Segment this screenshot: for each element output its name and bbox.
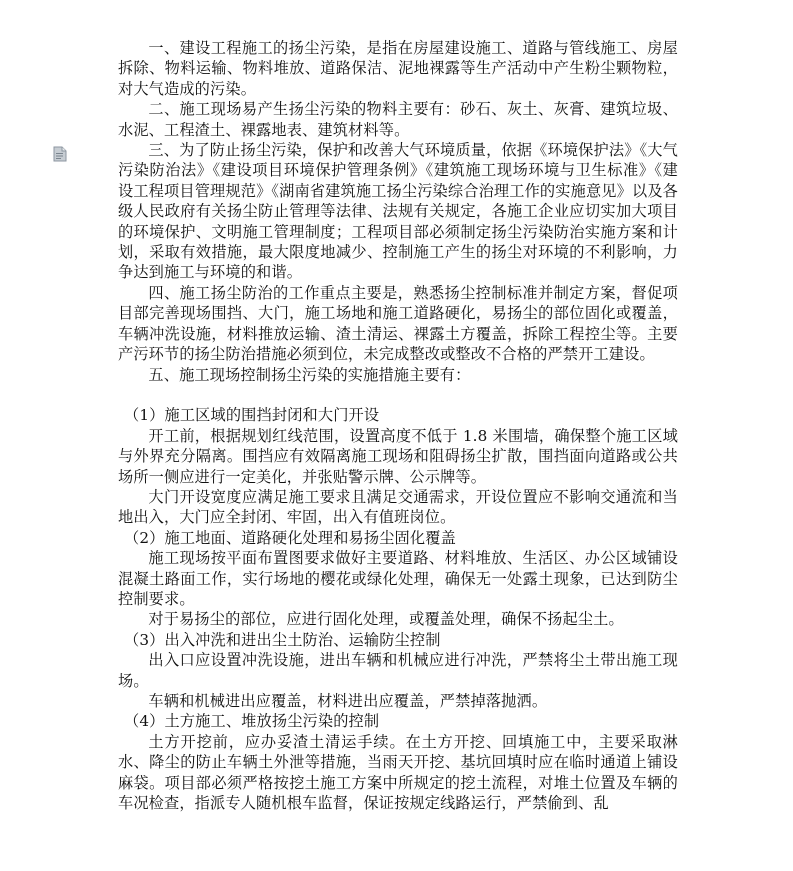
paragraph-9: 对于易扬尘的部位，应进行固化处理，或覆盖处理，确保不扬起尘土。 — [148, 610, 624, 629]
paragraph-8: 施工现场按平面布置图要求做好主要道路、材料堆放、生活区、办公区域铺设混凝土路面工作，实行场地的樱花或绿化处理，确保无一处露土现象，已达到防尘控制要求。 — [118, 549, 678, 608]
document-icon[interactable] — [53, 146, 67, 162]
paragraph-1: 一、建设工程施工的扬尘污染，是指在房屋建设施工、道路与管线施工、房屋拆除、物料运输、物料堆放、道路保洁、泥地裸露等生产活动中产生粉尘颗物粒，对大气造成的污染。 — [118, 39, 678, 98]
blank-line — [118, 385, 678, 405]
paragraph-6: 开工前，根据规划红线范围，设置高度不低于 1.8 米围墙，确保整个施工区域与外界充分隔离。围挡应有效隔离施工现场和阻碍扬尘扩散，围挡面向道路或公共场所一侧应进行一定美化，并张贴警示牌、公示牌等。 — [118, 426, 678, 486]
paragraph-5: 五、施工现场控制扬尘污染的实施措施主要有： — [148, 365, 471, 384]
section-heading-2: （2）施工地面、道路硬化处理和易扬尘固化覆盖 — [124, 528, 456, 547]
paragraph-12: 土方开挖前，应办妥渣土清运手续。在土方开挖、回填施工中，主要采取淋水、降尘的防止车辆土外泄等措施，当雨天开挖、基坑回填时应在临时通道上铺设麻袋。项目部必须严格按挖土施工方案中所规定的挖土流程，对堆土位置及车辆的车况检查，指派专人随机根车监督，保证按规定线路运行，严禁偷到、乱 — [118, 732, 678, 813]
paragraph-10: 出入口应设置冲洗设施，进出车辆和机械应进行冲洗，严禁将尘土带出施工现场。 — [118, 651, 678, 690]
section-heading-1: （1）施工区域的围挡封闭和大门开设 — [124, 406, 380, 425]
paragraph-11: 车辆和机械进出应覆盖，材料进出应覆盖，严禁掉落抛洒。 — [148, 691, 548, 710]
section-heading-4: （4）土方施工、堆放扬尘污染的控制 — [124, 712, 380, 731]
paragraph-4: 四、施工扬尘防治的工作重点主要是，熟悉扬尘控制标准并制定方案，督促项目部完善现场围挡、大门，施工场地和施工道路硬化，易扬尘的部位固化或覆盖，车辆冲洗设施，材料推放运输、渣土清运、裸露土方覆盖，拆除工程控尘等。主要产污环节的扬尘防治措施必须到位，未完成整改或整改不合格的严禁开工建设。 — [118, 283, 678, 364]
document-body[interactable] — [118, 38, 678, 813]
paragraph-3: 三、为了防止扬尘污染，保护和改善大气环境质量，依据《环境保护法》《大气污染防治法》《建设项目环境保护管理条例》《建筑施工现场环境与卫生标准》《建设工程项目管理规范》《湖南省建筑施工扬尘污染综合治理工作的实施意见》以及各级人民政府有关扬尘防止管理等法律、法规有关规定，各施工企业应切实加大项目的环境保护、文明施工管理制度；工程项目部必须制定扬尘污染防治实施方案和计划，采取有效措施，最大限度地减少、控制施工产生的扬尘对环境的不利影响，力争达到施工与环境的和谐。 — [118, 141, 678, 282]
paragraph-7: 大门开设宽度应满足施工要求且满足交通需求，开设位置应不影响交通流和当地出入，大门应全封闭、牢固，出入有值班岗位。 — [118, 487, 678, 527]
section-heading-3: （3）出入冲洗和进出尘土防治、运输防尘控制 — [124, 630, 441, 649]
paragraph-2: 二、施工现场易产生扬尘污染的物料主要有：砂石、灰土、灰膏、建筑垃圾、水泥、工程渣土、裸露地表、建筑材料等。 — [118, 100, 678, 139]
